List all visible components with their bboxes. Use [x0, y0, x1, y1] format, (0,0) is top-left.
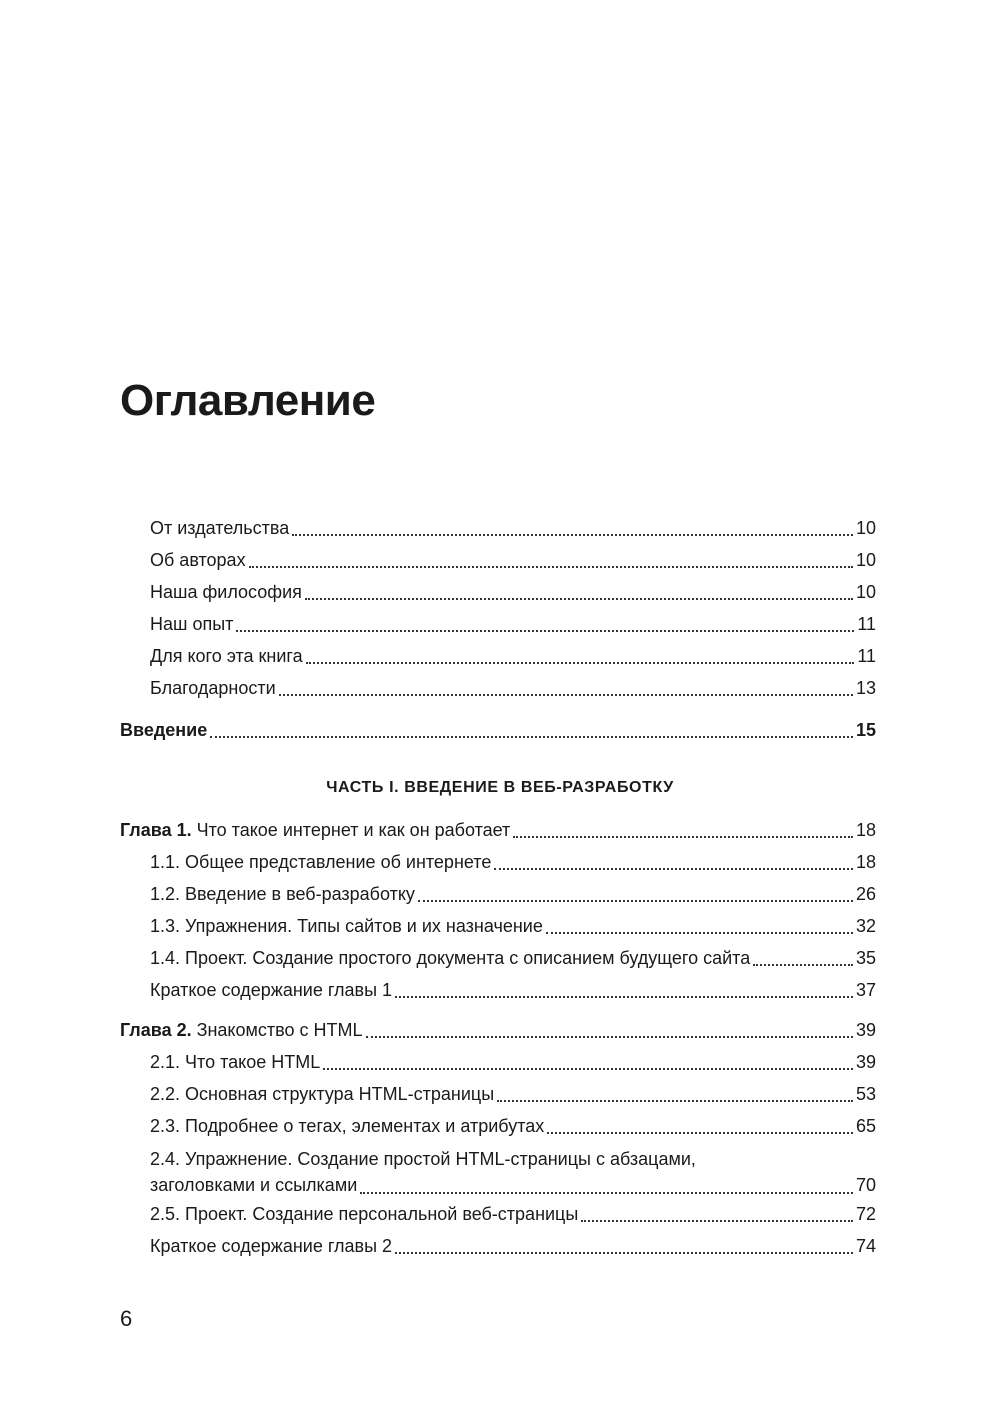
toc-page-number: 26 — [855, 884, 876, 904]
toc-section-2-5[interactable] — [150, 1202, 876, 1226]
toc-chapter-1[interactable] — [120, 818, 876, 842]
toc-entry-text: 2.2. Основная структура HTML-страницы — [150, 1084, 495, 1104]
dot-leader — [366, 1036, 853, 1038]
toc-section-2-3[interactable] — [150, 1114, 876, 1138]
toc-page-number: 74 — [855, 1236, 876, 1256]
dot-leader — [305, 598, 853, 600]
toc-page-number: 11 — [857, 614, 876, 634]
toc-section-1-1[interactable] — [150, 850, 876, 874]
toc-entry-text-line1: 2.4. Упражнение. Создание простой HTML-страницы с абзацами, — [150, 1149, 696, 1169]
toc-entry-acknowledgements[interactable] — [150, 676, 876, 700]
toc-entry-text: 1.1. Общее представление об интернете — [150, 852, 492, 872]
toc-page-number: 10 — [855, 582, 876, 602]
toc-page-number: 70 — [855, 1175, 876, 1195]
toc-entry-text: Наша философия — [150, 582, 302, 602]
chapter-title-text: Знакомство с HTML — [191, 1020, 363, 1040]
part-heading: ЧАСТЬ I. ВВЕДЕНИЕ В ВЕБ-РАЗРАБОТКУ — [326, 779, 674, 796]
toc-summary-2[interactable] — [150, 1234, 876, 1258]
toc-entry-text-line2: заголовками и ссылками — [150, 1175, 358, 1195]
toc-section-2-2[interactable] — [150, 1082, 876, 1106]
dot-leader — [581, 1220, 853, 1222]
toc-page-number: 18 — [855, 852, 876, 872]
dot-leader — [395, 996, 853, 998]
toc-page-number: 35 — [855, 948, 876, 968]
dot-leader — [236, 630, 854, 632]
toc-entry-text: 2.1. Что такое HTML — [150, 1052, 321, 1072]
toc-page-number: 18 — [855, 820, 876, 840]
dot-leader — [360, 1192, 853, 1194]
toc-chapter-title — [120, 818, 510, 842]
page-title: Оглавление — [120, 376, 376, 425]
dot-leader — [323, 1068, 853, 1070]
toc-entry-text: Благодарности — [150, 678, 276, 698]
toc-entry-text: 2.5. Проект. Создание персональной веб-страницы — [150, 1204, 579, 1224]
toc-page-number: 13 — [855, 678, 876, 698]
toc-section-1-2[interactable] — [150, 882, 876, 906]
toc-page-number: 65 — [855, 1116, 876, 1136]
toc-page-number: 39 — [855, 1020, 876, 1040]
toc-page-number: 37 — [855, 980, 876, 1000]
toc-entry-publisher[interactable] — [150, 516, 876, 540]
toc-summary-1[interactable] — [150, 978, 876, 1002]
chapter-label: Глава 1. — [120, 820, 192, 840]
toc-entry-text: 1.3. Упражнения. Типы сайтов и их назначение — [150, 916, 543, 936]
toc-entry-text: Введение — [120, 720, 208, 740]
toc-entry-text: Наш опыт — [150, 614, 234, 634]
toc-entry-line2 — [150, 1172, 876, 1198]
chapter-title-text: Что такое интернет и как он работает — [191, 820, 511, 840]
toc-section-1-3[interactable] — [150, 914, 876, 938]
dot-leader — [418, 900, 853, 902]
toc-entry-text: Краткое содержание главы 2 — [150, 1236, 393, 1256]
toc-section-2-4[interactable] — [150, 1146, 876, 1198]
toc-entry-experience[interactable] — [150, 612, 876, 636]
toc-entry-text: 2.3. Подробнее о тегах, элементах и атрибутах — [150, 1116, 545, 1136]
toc-page-number: 72 — [855, 1204, 876, 1224]
dot-leader — [497, 1100, 853, 1102]
toc-page-number: 32 — [855, 916, 876, 936]
toc-entry-introduction[interactable] — [120, 718, 876, 742]
dot-leader — [292, 534, 853, 536]
dot-leader — [210, 736, 853, 738]
dot-leader — [513, 836, 853, 838]
toc-entry-text: Краткое содержание главы 1 — [150, 980, 393, 1000]
toc-entry-philosophy[interactable] — [150, 580, 876, 604]
dot-leader — [494, 868, 853, 870]
toc-chapter-title — [120, 1018, 363, 1042]
dot-leader — [249, 566, 853, 568]
toc-page-number: 15 — [855, 720, 876, 740]
toc-entry-text: От издательства — [150, 518, 290, 538]
toc-entry-text: Об авторах — [150, 550, 246, 570]
toc-entry-text: 1.4. Проект. Создание простого документа с описанием будущего сайта — [150, 948, 751, 968]
toc-entry-authors[interactable] — [150, 548, 876, 572]
toc-chapter-2[interactable] — [120, 1018, 876, 1042]
toc-entry-text: Для кого эта книга — [150, 646, 303, 666]
toc-section-2-1[interactable] — [150, 1050, 876, 1074]
dot-leader — [306, 662, 855, 664]
toc-entry-audience[interactable] — [150, 644, 876, 668]
toc-section-1-4[interactable] — [150, 946, 876, 970]
dot-leader — [753, 964, 853, 966]
dot-leader — [546, 932, 853, 934]
dot-leader — [279, 694, 853, 696]
toc-entry-text: 1.2. Введение в веб-разработку — [150, 884, 415, 904]
chapter-label: Глава 2. — [120, 1020, 192, 1040]
toc-page-number: 53 — [855, 1084, 876, 1104]
dot-leader — [395, 1252, 853, 1254]
page-number: 6 — [120, 1306, 133, 1331]
toc-page-number: 39 — [855, 1052, 876, 1072]
toc-page-number: 11 — [857, 646, 876, 666]
toc-page-number: 10 — [855, 550, 876, 570]
toc-page-number: 10 — [855, 518, 876, 538]
dot-leader — [547, 1132, 853, 1134]
